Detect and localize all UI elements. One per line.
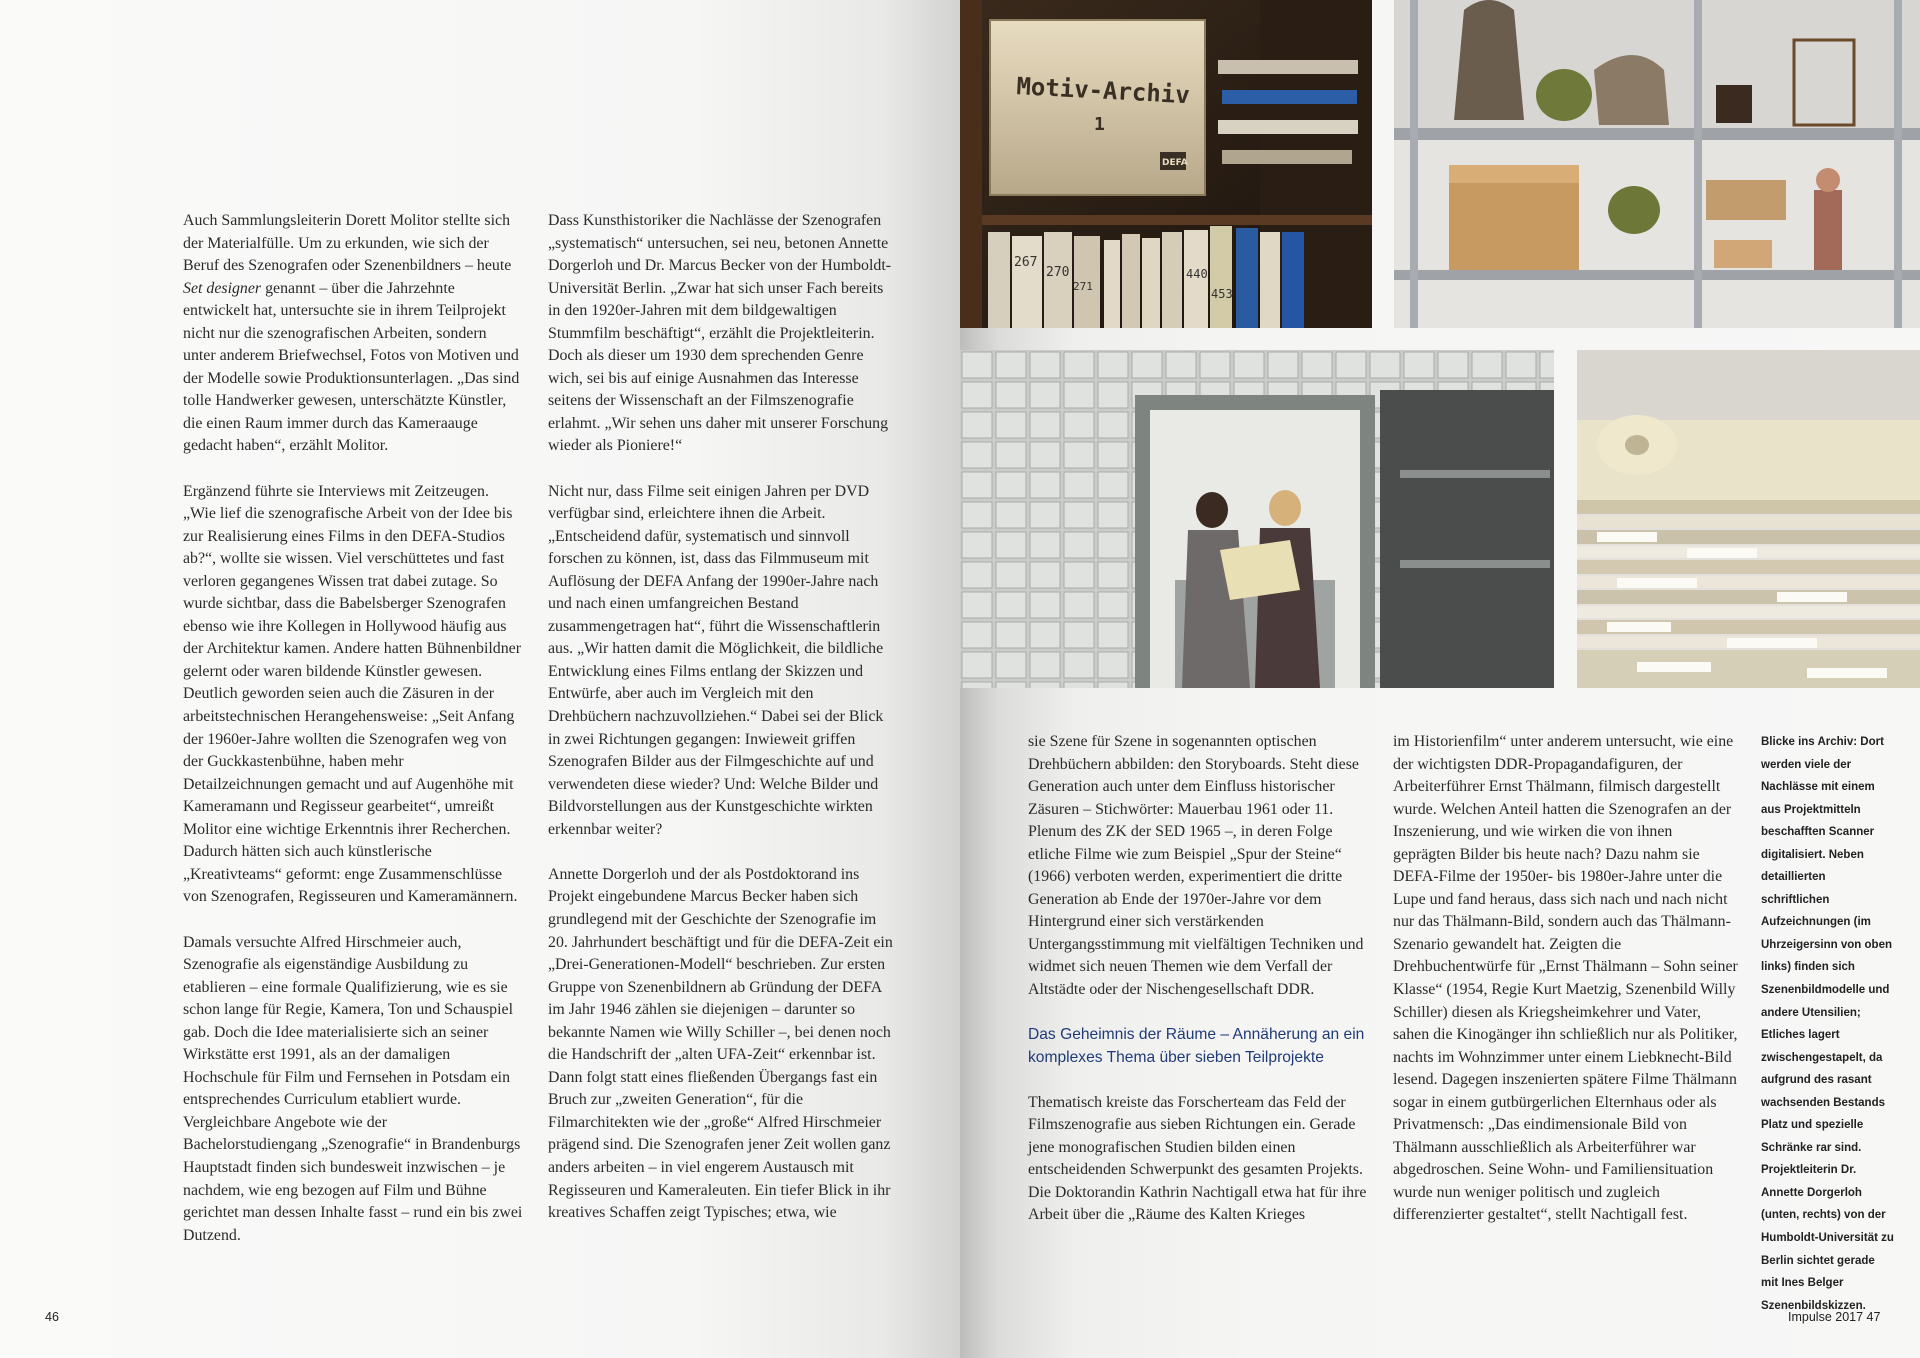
text-column-4 xyxy=(1393,731,1738,1227)
folder-number: 270 xyxy=(1046,265,1070,280)
paragraph: sie Szene für Szene in sogenannten optischen Drehbüchern abbilden: den Storyboards. Steht diese Generation auch unter dem Einfluss historischer Zäsuren – Stichwörter: Mauerbau 1961 oder 11. Plenum des ZK der SED 1965 –, in deren Folge etliche Filme wie zum Beispiel „Spur der Steine“ (1966) verboten werden, experimentiert die dritte Generation ab Ende der 1970er-Jahre vor dem Hintergrund einer sich verstärkenden Untergangsstimmung mit vielfältigen Techniken und widmet sich neuen Themen wie dem Verfall der Altstädte oder der Nischengesellschaft DDR. xyxy=(1028,733,1364,999)
motiv-archiv-number: 1 xyxy=(1094,114,1105,135)
paragraph: Annette Dorgerloh und der als Postdoktorand ins Projekt eingebundene Marcus Becker haben sich grundlegend mit der Geschichte der Szenografie im 20. Jahrhundert beschäftigt und für die DEFA-Zeit ein „Drei-Generationen-Modell“ beschrieben. Zur ersten Gruppe von Szenenbildnern ab Gründung der DEFA im Jahr 1946 zählen sie diejenigen – darunter so bekannte Namen wie Willy Schiller –, bei denen noch die Handschrift der „alten UFA-Zeit“ erkennbar ist. Dann folgt statt eines fließenden Übergangs fast ein Bruch zur „zweiten Generation“, für die Filmarchitekten wie der „große“ Alfred Hirschmeier prägend sind. Die Szenografen jener Zeit wollen ganz anders arbeiten – in viel engerem Austausch mit Regisseuren und Kameraleuten. Ein tiefer Blick in ihr kreatives Schaffen zeigt Typisches; etwa, wie xyxy=(548,865,893,1222)
folder-number: 453 xyxy=(1211,287,1233,301)
photo-caption: Blicke ins Archiv: Dort werden viele der Nachlässe mit einem aus Projektmitteln beschafften Scanner digitalisiert. Neben detaillierten schriftlichen Aufzeichnungen (im Uhrzeigersinn von oben links) finden sich Szenenbildmodelle und andere Utensilien; Etliches lagert zwischengestapelt, da aufgrund des rasant wachsenden Bestands Platz und spezielle Schränke rar sind. Projektleiterin Dr. Annette Dorgerloh (unten, rechts) von der Humboldt-Universität zu Berlin sichtet gerade mit Ines Belger Szenenbildskizzen. xyxy=(1761,736,1894,1312)
paragraph: Auch Sammlungsleiterin Dorett Molitor stellte sich der Materialfülle. Um zu erkunden, wie sich der Beruf des Szenografen oder Szenenbildners – heute Set designer genannt – über die Jahrzehnte entwickelt hat, untersuchte sie in ihrem Teilprojekt nicht nur die szenografischen Arbeiten, sondern unter anderem Briefwechsel, Fotos von Motiven und der Modelle sowie Produktionsunterlagen. „Das sind tolle Handwerker gewesen, unterschätzte Künstler, die einen Raum immer durch das Kameraauge gedacht haben“, erzählt Molitor. xyxy=(183,212,520,455)
section-heading: Das Geheimnis der Räume – Annäherung an ein komplexes Thema über sieben Teilprojekte xyxy=(1028,1026,1365,1066)
paragraph: Damals versuchte Alfred Hirschmeier auch, Szenografie als eigenständige Ausbildung zu etablieren – eine formale Qualifizierung, wie es sie schon lange für Regie, Kamera, Ton und Schauspiel gab. Doch die Idee materialisierte sich an seiner Wirkstätte erst 1991, als an der damaligen Hochschule für Film und Fernsehen in Potsdam ein entsprechendes Curriculum etabliert wurde. Vergleichbare Angebote wie der Bachelorstudiengang „Szenografie“ in Brandenburgs Hauptstadt finden sich bundesweit inzwischen – je nachdem, wie eng bezogen auf Film und Bühne gerichtet man dessen Inhalte fasst – rund ein bis zwei Dutzend. xyxy=(183,933,523,1244)
text-column-2 xyxy=(548,210,893,1225)
folder-number: 440 xyxy=(1186,267,1208,281)
paragraph: Thematisch kreiste das Forscherteam das Feld der Filmszenografie aus sieben Richtungen ein. Gerade jene monografischen Studien bilden einen entscheidenden Schwerpunkt des gesamten Projekts. Die Doktorandin Kathrin Nachtigall etwa hat für ihre Arbeit über die „Räume des Kalten Krieges xyxy=(1028,1093,1367,1224)
text-column-3 xyxy=(1028,731,1373,1227)
motiv-archiv-label: Motiv-Archiv xyxy=(1015,72,1191,110)
paragraph: Nicht nur, dass Filme seit einigen Jahren per DVD verfügbar sind, erleichtere ihnen die Arbeit. „Entscheidend dafür, systematisch und sinnvoll forschen zu können, ist, dass das Filmmuseum mit Auflösung der DEFA Anfang der 1990er-Jahre nach und nach einen umfangreichen Bestand zusammengetragen hat“, führt die Wissenschaftlerin aus. „Wir hatten damit die Möglichkeit, die bildliche Entwicklung eines Films entlang der Skizzen und Entwürfe, aber auch im Vergleich mit den Drehbüchern nachzuvollziehen.“ Dabei sei der Blick in zwei Richtungen gegangen: Inwieweit griffen Szenografen Bilder aus der Filmgeschichte auf und verwendeten diese wieder? Und: Welche Bilder und Bildvorstellungen aus der Kunstgeschichte wirkten erkennbar weiter? xyxy=(548,482,884,838)
photo-stacked-drawings xyxy=(1577,350,1920,688)
folder-number: 271 xyxy=(1073,280,1093,293)
page-number-right: Impulse 2017 47 xyxy=(1788,1310,1881,1324)
paragraph: Ergänzend führte sie Interviews mit Zeitzeugen. „Wie lief die szenografische Arbeit von der Idee bis zur Realisierung eines Films in den DEFA-Studios ab?“, wollte sie wissen. Viel verschüttetes und fast verloren gegangenes Wissen trat dabei zutage. So wurde sichtbar, dass die Babelsberger Szenografen ebenso wie ihre Kollegen in Hollywood häufig aus der Architektur kamen. Andere hatten Bühnenbildner gelernt oder waren bildende Künstler gewesen. Deutlich geworden seien auch die Zäsuren in der arbeitstechnischen Herangehensweise: „Seit Anfang der 1960er-Jahre wollten die Szenografen weg von der Guckkastenbühne, haben mehr Detailzeichnungen gemacht und auf Augenhöhe mit Kameramann und Regisseur gearbeitet“, umreißt Molitor eine wichtige Erkenntnis ihrer Recherchen. Dadurch hätten sich auch künstlerische „Kreativteams“ geformt: enge Zusammenschlüsse von Szenografen, Regisseuren und Kameramännern. xyxy=(183,482,522,906)
paragraph: im Historienfilm“ unter anderem untersucht, wie eine der wichtigsten DDR-Propagandafiguren, der Arbeiterführer Ernst Thälmann, filmisch dargestellt wurde. Welchen Anteil hatten die Szenografen an der Inszenierung, und wie wirken die von ihnen geprägten Bilder bis heute nach? Dazu nahm sie DEFA-Filme der 1950er- bis 1980er-Jahre unter die Lupe und fand heraus, dass sich nach und nach nicht nur das Thälmann-Bild, sondern auch das Thälmann-Szenario gewandelt hat. Zeigten die Drehbuchentwürfe für „Ernst Thälmann – Sohn seiner Klasse“ (1954, Regie Kurt Maetzig, Szenenbild Willy Schiller) diesen als Kriegsheimkehrer und Vater, sahen die Kinogänger ihn schließlich nur als Politiker, nachts im Wohnzimmer unter einem Liebknecht-Bild lesend. Dagegen inszenierten spätere Filme Thälmann sogar in einem gutbürgerlichen Elternhaus oder als Privatmensch: „Das eindimensionale Bild von Thälmann ausschließlich als Arbeiterführer war abgedroschen. Seine Wohn- und Familiensituation wurde nun weniger politisch und zugleich differenzierter gestaltet“, stellt Nachtigall fest. xyxy=(1393,733,1738,1224)
page-number-left: 46 xyxy=(45,1310,59,1324)
paragraph: Dass Kunsthistoriker die Nachlässe der Szenografen „systematisch“ untersuchen, sei neu, betonen Annette Dorgerloh und Dr. Marcus Becker von der Humboldt-Universität Berlin. „Zwar hat sich unser Fach bereits in den 1920er-Jahren mit dem bildgewaltigen Stummfilm beschäftigt“, erzählt die Projektleiterin. Doch als dieser um 1930 dem sprechenden Genre wich, sei bis auf einige Ausnahmen das Interesse seitens der Wissenschaft an der Filmszenografie erlahmt. „Wir sehen uns daher mit unserer Forschung wieder als Pioniere!“ xyxy=(548,212,892,455)
photo-archive-researchers xyxy=(960,350,1554,688)
photo-archive-shelf xyxy=(960,0,1372,328)
defa-stamp: DEFA xyxy=(1162,158,1188,168)
text-column-1 xyxy=(183,210,523,1247)
folder-number: 267 xyxy=(1014,255,1038,270)
photo-models-shelf xyxy=(1394,0,1920,328)
